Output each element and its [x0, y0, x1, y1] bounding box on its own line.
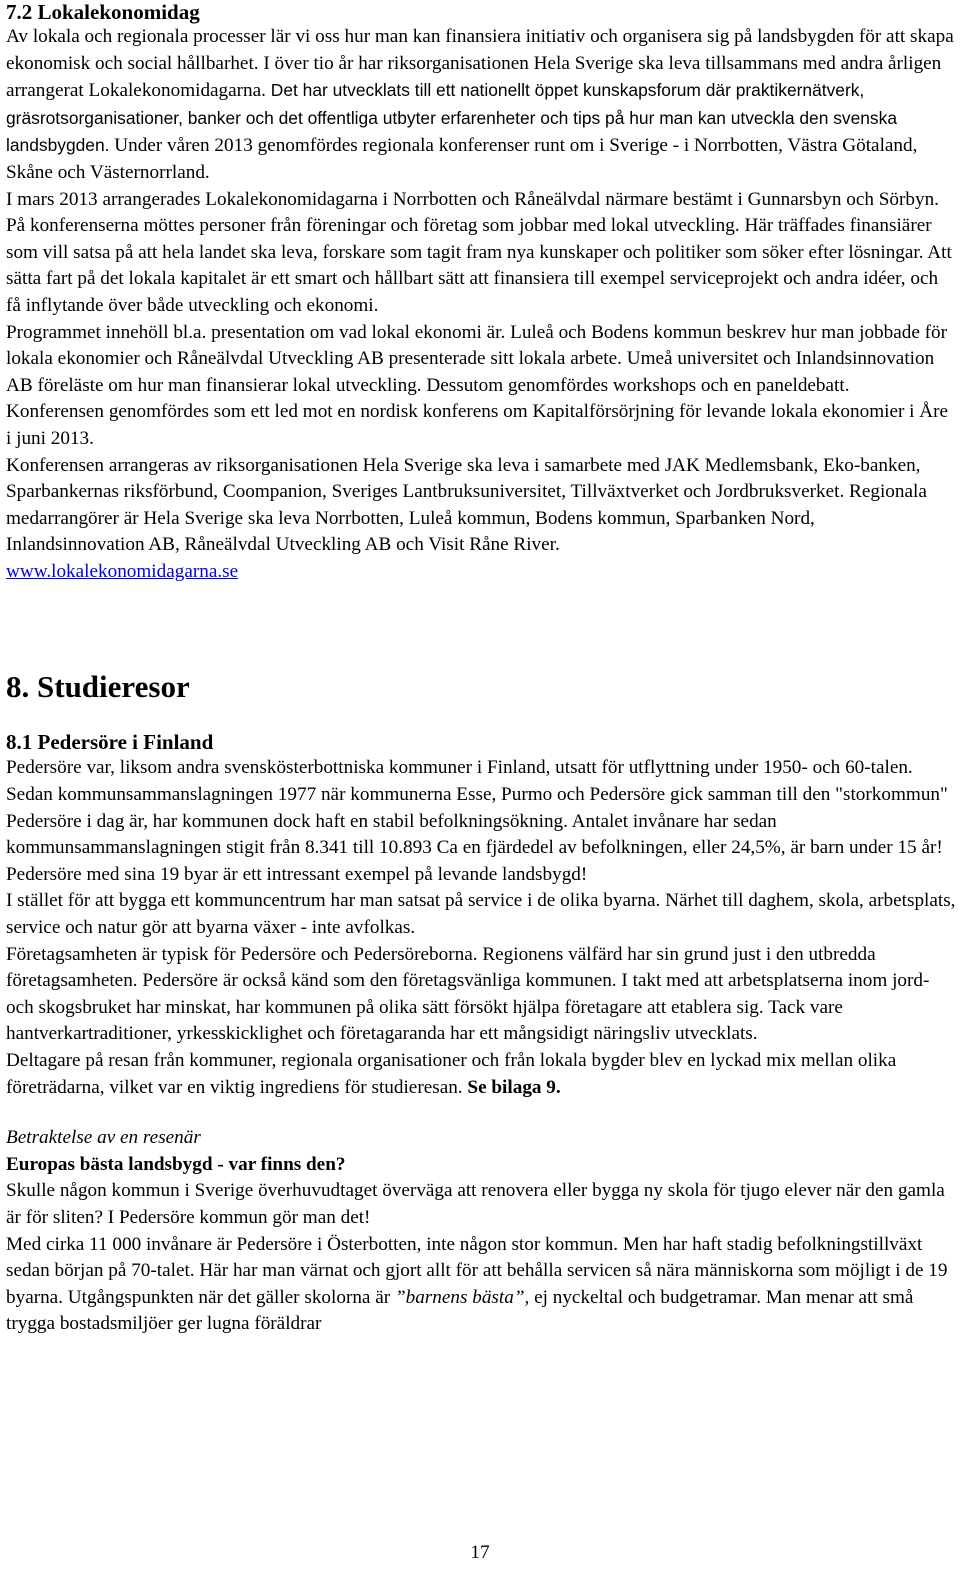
paragraph	[6, 24, 956, 187]
website-link[interactable]: www.lokalekonomidagarna.se	[6, 560, 239, 582]
paragraph	[6, 1232, 956, 1338]
section-heading-7-2: 7.2 Lokalekonomidag	[6, 0, 200, 24]
paragraph: Konferensen genomfördes som ett led mot en nordisk konferens om Kapitalförsörjning för levande lokala ekonomier i Åre i juni 2013.	[6, 401, 949, 449]
paragraph: Konferensen arrangeras av riksorganisationen Hela Sverige ska leva i samarbete med JAK Medlemsbank, Eko-banken, Sparbankernas riksförbund, Coompanion, Sveriges Lantbruksuniversitet, Tillväxtverket och Jordbruksverket. Regionala medarrangörer är Hela Sverige ska leva Norrbotten, Luleå kommun, Bodens kommun, Sparbanken Nord, Inlandsinnovation AB, Råneälvdal Utveckling AB och Visit Råne River.	[6, 454, 927, 556]
paragraph: Programmet innehöll bl.a. presentation om vad lokal ekonomi är. Luleå och Bodens kommun beskrev hur man jobbade för lokala ekonomier och Råneälvdal Utveckling AB presenterade sitt lokala arbete. Umeå universitet och Inlandsinnovation AB föreläste om hur man finansierar lokal utveckling. Dessutom genomfördes workshops och en paneldebatt.	[6, 321, 948, 396]
paragraph	[6, 1048, 956, 1101]
text-run: Med cirka 11 000 invånare är Pedersöre i Österbotten, inte någon stor kommun. Men har haft stadig befolkningstillväxt sedan början på 70-talet. Här har man värnat och gjort allt för att behålla servicen så nära människorna som möjligt i de 19 byarna. Utgångspunkten när det gäller skolorna är	[6, 1233, 948, 1308]
text-run: Deltagare på resan från kommuner, regionala organisationer och från lokala bygder blev en lyckad mix mellan olika företrädarna, vilket var en viktig ingrediens för studieresan.	[6, 1050, 897, 1098]
reflection-title: Europas bästa landsbygd - var finns den?	[6, 1153, 346, 1175]
link-paragraph	[6, 559, 956, 586]
spacer	[6, 585, 956, 667]
paragraph: Företagsamheten är typisk för Pedersöre och Pedersöreborna. Regionens välfärd har sin grund just i den utbredda företagsamheten. Pedersöre är också känd som den företagsvänliga kommunen. I takt med att arbetsplatserna inom jord- och skogsbruket har minskat, har kommunen på olika sätt försökt hjälpa företagare att etablera sig. Tack vare hantverkartraditioner, yrkesskicklighet och företagaranda har ett mångsidigt näringsliv utvecklats.	[6, 943, 930, 1045]
spacer	[6, 707, 956, 729]
chapter-heading-8: 8. Studieresor	[6, 669, 190, 705]
document-page	[6, 0, 956, 1338]
spacer	[6, 1101, 956, 1125]
appendix-reference: Se bilaga 9.	[467, 1076, 561, 1098]
paragraph: Skulle någon kommun i Sverige överhuvudtaget överväga att renovera eller bygga ny skola för tjugo elever när den gamla är för sliten? I Pedersöre kommun gör man det!	[6, 1180, 945, 1228]
paragraph: I stället för att bygga ett kommuncentrum har man satsat på service i de olika byarna. Närhet till daghem, skola, arbetsplats, service och natur gör att byarna växer - inte avfolkas.	[6, 890, 956, 939]
paragraph: I mars 2013 arrangerades Lokalekonomidagarna i Norrbotten och Råneälvdal närmare bestämt i Gunnarsbyn och Sörbyn. På konferenserna möttes personer från föreningar och företag som jobbar med lokal utveckling. Här träffades finansiärer som vill satsa på att hela landet ska leva, forskare som tagit fram nya kunskaper och politiker som söker efter lösningar. Att sätta fart på det lokala kapitalet är ett smart och hållbart sätt att finansiera till exempel serviceprojekt och andra idéer, och få inflytande över både utveckling och ekonomi.	[6, 188, 952, 316]
quoted-phrase: ”barnens bästa”,	[394, 1286, 530, 1308]
page-number: 17	[470, 1542, 490, 1563]
section-heading-8-1: 8.1 Pedersöre i Finland	[6, 730, 214, 755]
paragraph: Pedersöre med sina 19 byar är ett intressant exempel på levande landsbygd!	[6, 863, 588, 885]
text-run: ej nyckeltal och budgetramar. Man menar att små trygga bostadsmiljöer ger lugna föräldrar	[6, 1286, 914, 1335]
text-run: Av lokala och regionala processer lär vi oss hur man kan finansiera initiativ och organisera sig på landsbygden för att skapa ekonomisk och social hållbarhet. I över tio år har riksorganisationen Hela Sverige ska leva tillsammans med andra årligen arrangerat Lokalekonomidagarna.	[6, 26, 954, 102]
text-run: Under våren 2013 genomfördes regionala konferenser runt om i Sverige - i Norrbotten, Västra Götaland, Skåne och Västernorrland.	[6, 135, 918, 183]
reflection-kicker: Betraktelse av en resenär	[6, 1127, 201, 1149]
paragraph: Pedersöre var, liksom andra svenskösterbottniska kommuner i Finland, utsatt för utflyttning under 1950- och 60-talen. Sedan kommunsammanslagningen 1977 när kommunerna Esse, Purmo och Pedersöre gick samman till den "storkommun" Pedersöre i dag är, har kommunen dock haft en stabil befolkningsökning. Antalet invånare har sedan kommunsammanslagningen stigit från 8.341 till 10.893 Ca en fjärdedel av befolkningen, eller 24,5%, är barn under 15 år!	[6, 757, 948, 859]
text-run-sans: Det har utvecklats till ett nationellt öppet kunskapsforum där praktikernätverk, gräsrotsorganisationer, banker och det offentliga utbyter erfarenheter och tips på hur man kan utveckla den svenska landsbygden.	[6, 80, 897, 156]
